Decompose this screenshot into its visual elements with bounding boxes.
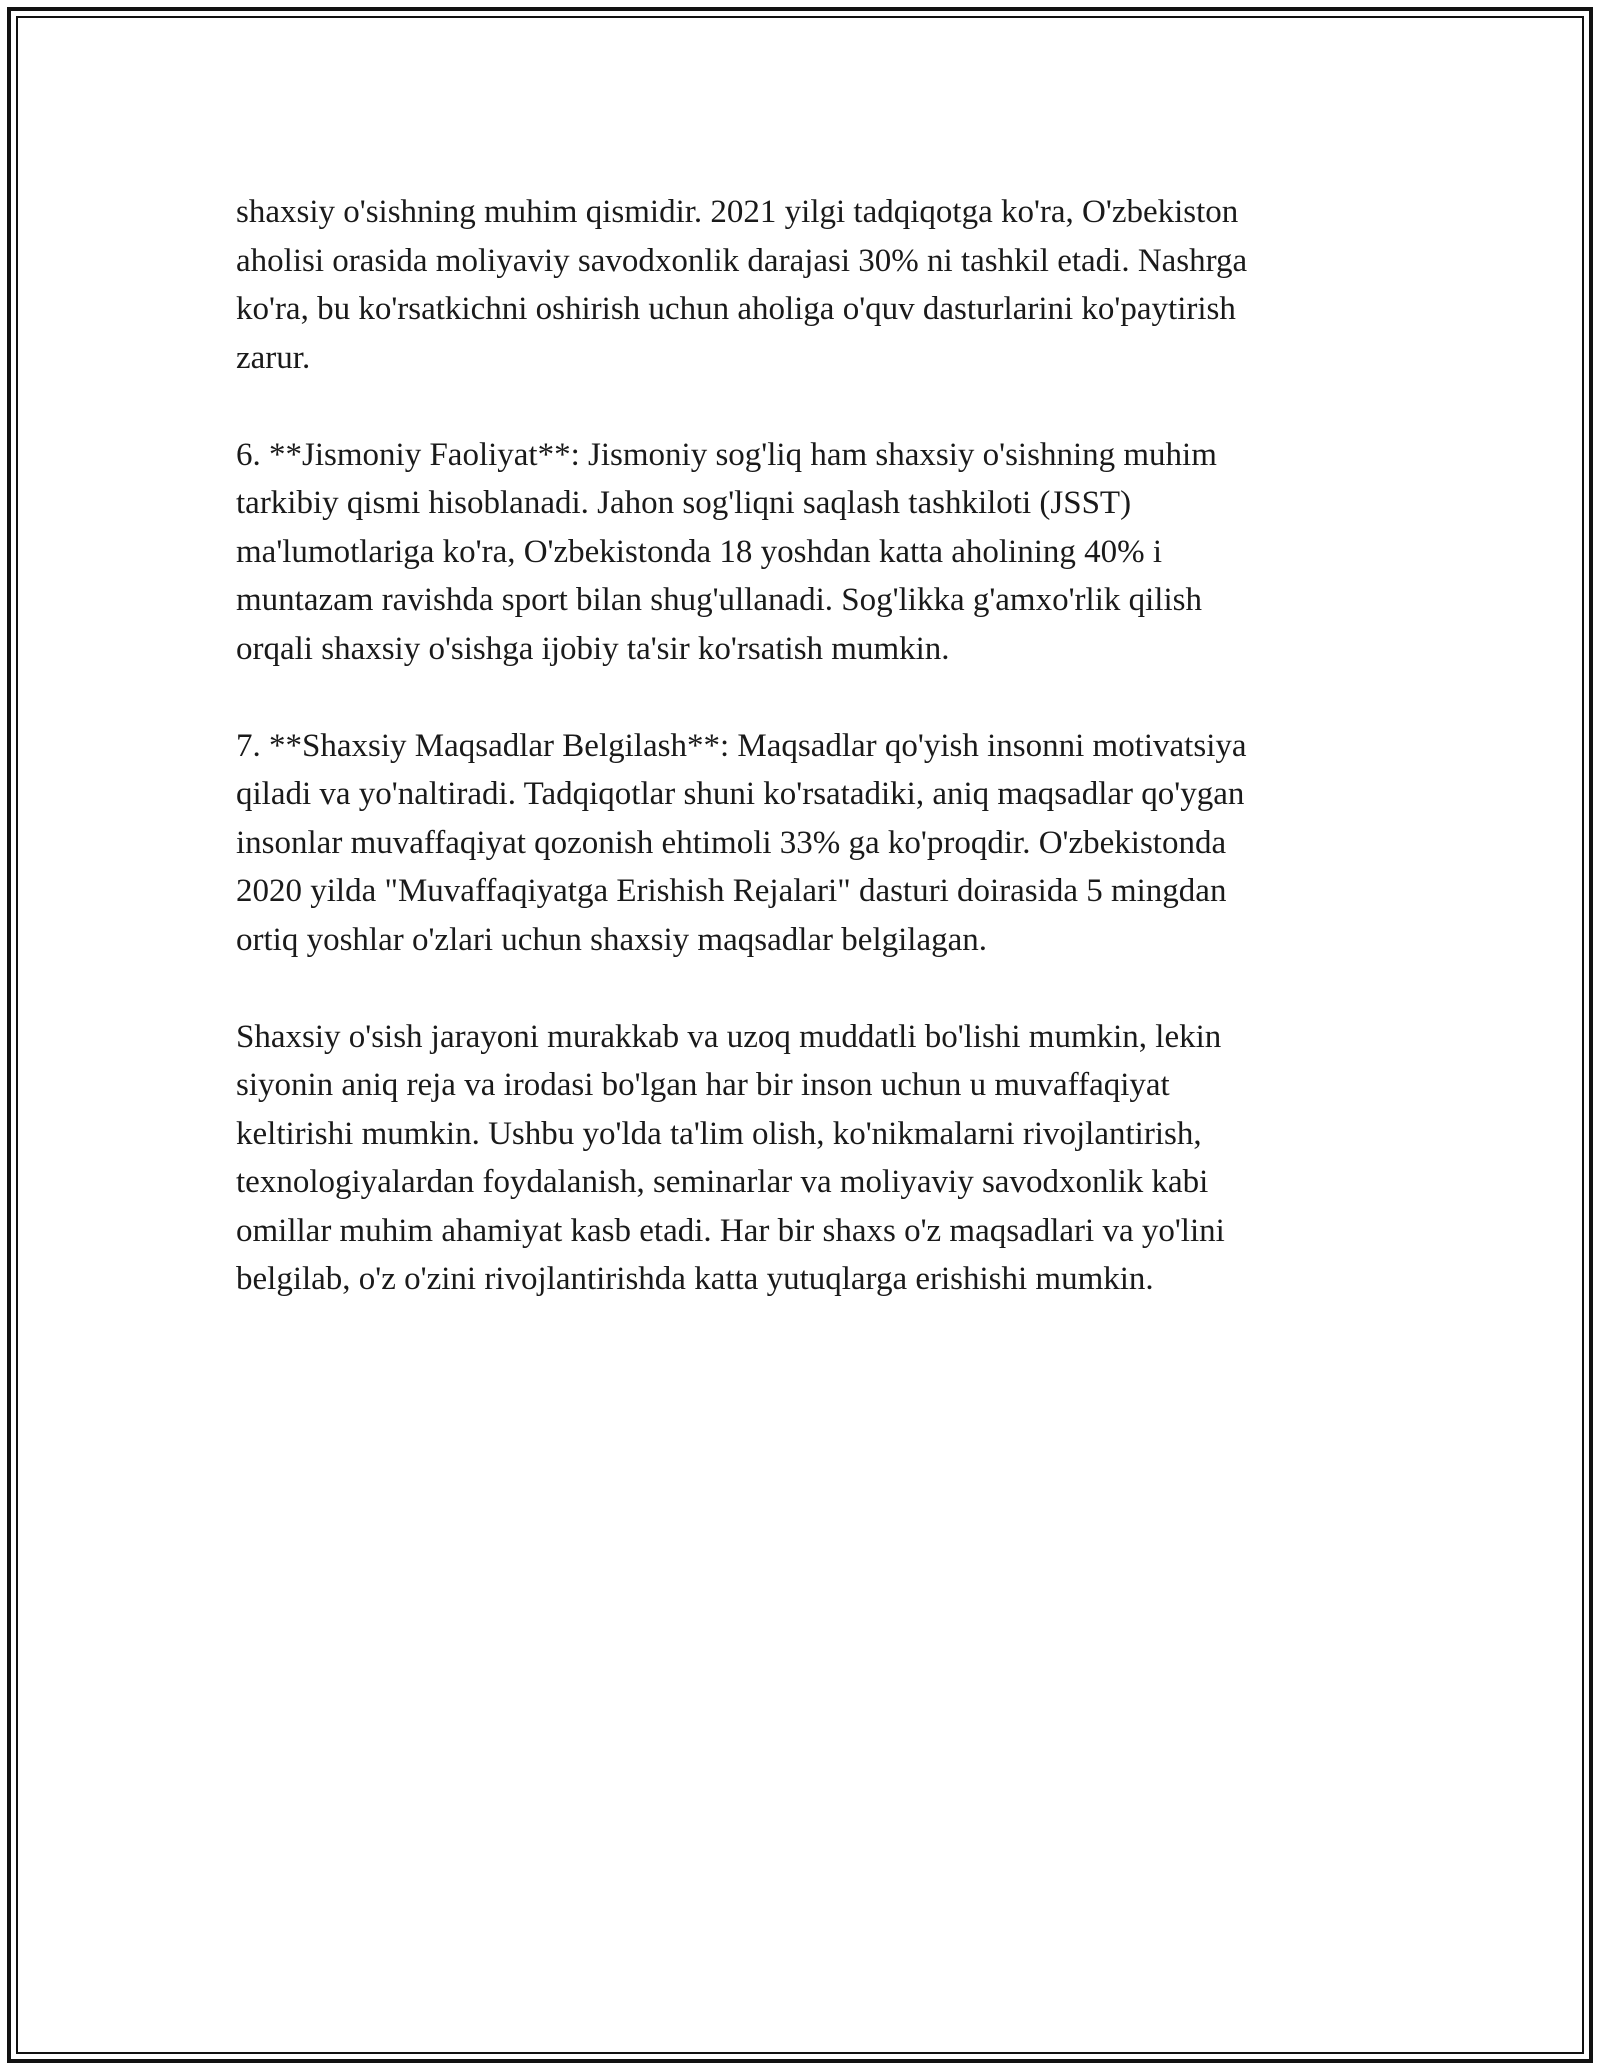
text-line: zarur. [236, 339, 311, 376]
text-line: tarkibiy qismi hisoblanadi. Jahon sog'liqni saqlash tashkiloti (JSST) [236, 485, 1132, 521]
text-line: keltirishi mumkin. Ushbu yo'lda ta'lim olish, ko'nikmalarni rivojlantirish, [236, 1115, 1202, 1152]
text-line: shaxsiy o'sishning muhim qismidir. 2021 yilgi tadqiqotga ko'ra, O'zbekiston [236, 194, 1239, 230]
text-line: belgilab, o'z o'zini rivojlantirishda katta yutuqlarga erishishi mumkin. [236, 1261, 1154, 1297]
paragraph-conclusion [236, 1013, 1376, 1304]
text-line: Shaxsiy o'sish jarayoni murakkab va uzoq muddatli bo'lishi mumkin, lekin [236, 1018, 1222, 1055]
text-line: 2020 yilda "Muvaffaqiyatga Erishish Rejalari" dasturi doirasida 5 mingdan [236, 873, 1227, 909]
text-line: qiladi va yo'naltiradi. Tadqiqotlar shuni ko'rsatadiki, aniq maqsadlar qo'ygan [236, 776, 1245, 812]
text-line: insonlar muvaffaqiyat qozonish ehtimoli 33% ga ko'proqdir. O'zbekistonda [236, 824, 1227, 861]
text-line: siyonin aniq reja va irodasi bo'lgan har bir inson uchun u muvaffaqiyat [236, 1067, 1170, 1103]
text-line: texnologiyalardan foydalanish, seminarlar va moliyaviy savodxonlik kabi [236, 1164, 1209, 1200]
text-line: ko'ra, bu ko'rsatkichni oshirish uchun aholiga o'quv dasturlarini ko'paytirish [236, 291, 1236, 327]
text-line: 6. **Jismoniy Faoliyat**: Jismoniy sog'liq ham shaxsiy o'sishning muhim [236, 436, 1217, 473]
paragraph-personal-goals [236, 722, 1376, 965]
text-line: muntazam ravishda sport bilan shug'ullanadi. Sog'likka g'amxo'rlik qilish [236, 582, 1202, 618]
document-body [236, 188, 1376, 1352]
paragraph-physical-activity [236, 431, 1376, 674]
text-line: omillar muhim ahamiyat kasb etadi. Har bir shaxs o'z maqsadlari va yo'lini [236, 1212, 1225, 1249]
paragraph-financial-literacy [236, 188, 1376, 382]
text-line: ma'lumotlariga ko'ra, O'zbekistonda 18 yoshdan katta aholining 40% i [236, 533, 1163, 570]
text-line: orqali shaxsiy o'sishga ijobiy ta'sir ko'rsatish mumkin. [236, 630, 950, 667]
text-line: aholisi orasida moliyaviy savodxonlik darajasi 30% ni tashkil etadi. Nashrga [236, 242, 1248, 279]
text-line: 7. **Shaxsiy Maqsadlar Belgilash**: Maqsadlar qo'yish insonni motivatsiya [236, 727, 1247, 764]
text-line: ortiq yoshlar o'zlari uchun shaxsiy maqsadlar belgilagan. [236, 921, 987, 958]
